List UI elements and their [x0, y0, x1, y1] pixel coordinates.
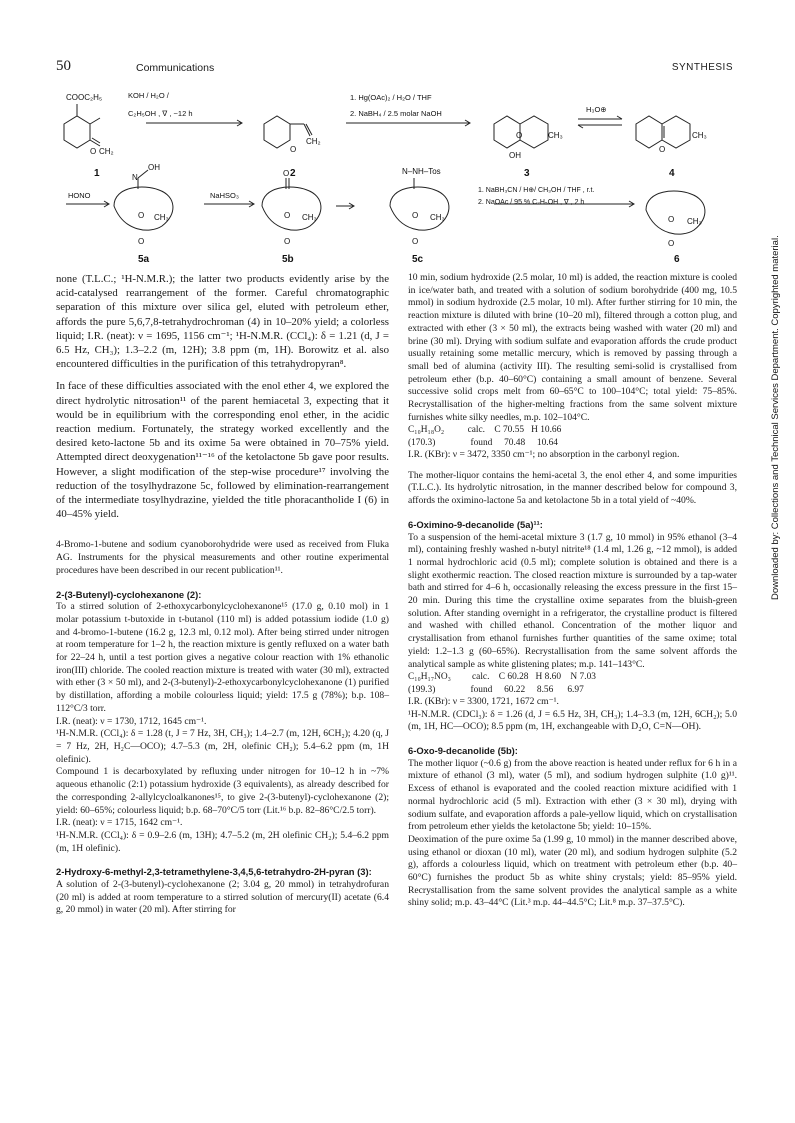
structure-6	[646, 191, 705, 234]
paragraph: To a stirred solution of 2-ethoxycarbonylcyclohexanone¹⁵ (17.0 g, 0.10 mol) in 1 molar potassium t-butoxide in t-butanol (110 ml) is added potassium iodide (1.0 g) and 4-bromo-1-butene (16.2 g, 12.3 ml, 0.12 mol). After being stirred under nitrogen at room temperature for 1–2 h, the reaction mixture is gently refluxed on a water bath for 22–24 h, until a test portion gives a negative colour reaction with 1% ethanolic iron(III) chloride. The cooled reaction mixture is treated with water (30 ml), extracted with ether (3 × 50 ml), and 2-(3-butenyl)-2-ethoxycarbonylcyclohexanone (1) purified by distillation, affording a mobile colourless liquid; yield: 17.5 g (78%); b.p. 108–112°C/3 torr.	[56, 601, 389, 714]
reagent-nahso3: NaHSO₃	[210, 191, 239, 200]
spacer	[408, 462, 737, 470]
c5c-o2: O	[412, 237, 419, 246]
label-1: 1	[94, 168, 100, 179]
paragraph: The mother liquor (~0.6 g) from the above reaction is heated under reflux for 6 h in a mixture of ethanol (3 ml), water (5 ml), and sodium hydrogen sulphite (1.0 g)¹¹. Excess of ethanol is evaporated and the cooled reaction mixture acidified with 1 normal hydrochloric acid (5 ml). Extraction with ether (3 × 30 ml), drying with sodium sulfate, and evaporation affords a pale-yellow liquid, which on crystallisation from petroleum ether yields the ketolactone 5b; yield: 10–15%.	[408, 757, 737, 833]
c1-ch2: CH₂	[99, 147, 114, 156]
label-5a: 5a	[138, 254, 150, 265]
paragraph: Deoximation of the pure oxime 5a (1.99 g, 10 mmol) in the manner described above, using ethanol or dioxan (10 ml), water (20 ml), and sodium hydrogen sulphite (5.2 g), affords a colourless liquid, which on treatment with petroleum ether (b.p. 40–60°C) furnishes the product 5b as white shiny crystals; yield: 85–95% yield. Recrystallisation from the same solvent provides the analytical sample as a white shiny solid; m.p. 43–44°C (Lit.³ m.p. 44–44.5°C; Lit.⁸ m.p. 37–37.5°C).	[408, 833, 737, 909]
procedure-heading: 2-(3-Butenyl)-cyclohexanone (2):	[56, 588, 202, 600]
c5b-ch3: CH₃	[302, 213, 317, 222]
c5a-o: O	[138, 211, 145, 220]
right-column	[408, 272, 737, 910]
label-5b: 5b	[282, 254, 294, 265]
spacer	[56, 371, 389, 379]
c5c-ch3: CH₃	[430, 213, 445, 222]
spectral-data: ¹H-N.M.R. (CCl₄): δ = 1.28 (t, J = 7 Hz, 3H, CH₃); 1.4–2.7 (m, 12H, 6CH₂); 4.20 (q, J = 7 Hz, 2H, H₂C—OCO); 4.7–5.3 (m, 2H, olefinic CH₂); 5.4–6.2 ppm (m, 1H olefinic).	[56, 728, 389, 765]
reagent-hg: 1. Hg(OAc)₂ / H₂O / THF	[350, 93, 432, 102]
c5b-o: O	[283, 169, 290, 178]
label-2: 2	[290, 168, 296, 179]
left-column	[56, 272, 389, 917]
procedure-heading: 6-Oxo-9-decanolide (5b):	[408, 744, 518, 756]
paragraph: A solution of 2-(3-butenyl)-cyclohexanone (2; 3.04 g, 20 mmol) in tetrahydrofuran (20 ml) is added at room temperature to a stirred solution of mercury(II) acetate (6.4 g, 20 mmol) in water (20 ml). After stirring for	[56, 879, 389, 916]
c5a-n: N	[132, 173, 138, 182]
label-6: 6	[674, 254, 680, 265]
c3-ch3: CH₃	[548, 131, 563, 140]
reagent-h3o: H₃O⊕	[586, 105, 607, 114]
page-header	[0, 58, 795, 80]
c5c-o: O	[412, 211, 419, 220]
c3-oh: OH	[509, 151, 521, 160]
reaction-scheme-svg	[54, 86, 744, 266]
c6-o: O	[668, 215, 675, 224]
spectral-data: ¹H-N.M.R. (CCl₄): δ = 0.9–2.6 (m, 13H); 4.7–5.2 (m, 2H olefinic CH₂); 5.4–6.2 ppm (m, 1H olefinic).	[56, 829, 389, 854]
download-notice	[770, 235, 788, 610]
structure-1	[64, 104, 100, 148]
paragraph: Compound 1 is decarboxylated by refluxing under nitrogen for 10–12 h in ~7% aqueous ethanolic (2:1) potassium hydroxide (3 equivalents), as already described for the corresponding 2-allylcycloalkanones¹⁵, to give 2-(3-butenyl)-cyclohexanone (2); yield: 60–65%; colourless liquid; b.p. 68–70°C/5 torr (Lit.¹⁶ b.p. 82–86°C/2.5 torr).	[56, 766, 389, 816]
section-title: Communications	[136, 62, 215, 74]
paragraph: none (T.L.C.; ¹H-N.M.R.); the latter two products evidently arise by the acid-catalysed rearrangement of the former. Careful chromatographic separation of this mixture over silica gel, eluted with petroleum ether, affords the pure 5,6,7,8-tetrahydrochroman (4) in 10–20% yield; a colorless liquid; I.R. (neat): ν = 1695, 1156 cm⁻¹; ¹H-N.M.R. (CCl₄): δ = 1.21 (d, J = 6.5 Hz, CH₃); 1.3–2.2 (m, 12H); 3.8 ppm (m, 1H). Borowitz et al. also encountered difficulties in the purification of this tetrahydropyran⁸.	[56, 273, 389, 371]
spacer	[56, 578, 389, 586]
c6-o2: O	[668, 239, 675, 248]
c1-ester: COOC₂H₅	[66, 93, 103, 102]
download-notice-text: Downloaded by: Collections and Technical Services Department. Copyrighted material.	[770, 235, 781, 600]
reagent-etoh: C₂H₅OH , ∇ , ~12 h	[128, 109, 193, 118]
c2-ch2: CH₂	[306, 137, 321, 146]
spacer	[56, 521, 389, 539]
c5a-ch3: CH₃	[154, 213, 169, 222]
c6-ch3: CH₃	[687, 217, 702, 226]
spacer	[56, 855, 389, 863]
label-3: 3	[524, 168, 530, 179]
spectral-data: ¹H-N.M.R. (CDCl₃): δ = 1.26 (d, J = 6.5 Hz, 3H, CH₃); 1.4–3.3 (m, 12H, 6CH₂); 5.0 (m, 1H, HC—OCO); 8.5 ppm (m, 1H, exchangeable with D₂O, C=N—OH).	[408, 708, 737, 733]
reagent-nabh4: 2. NaBH₄ / 2.5 molar NaOH	[350, 109, 442, 118]
c5a-o2: O	[138, 237, 145, 246]
paragraph: In face of these difficulties associated with the enol ether 4, we explored the direct hydrolytic nitrosation¹¹ of the parent hemiacetal 3, expecting that it would be in equilibrium with the corresponding enol ether, in the acidic reaction medium. Fortunately, the strategy worked excellently and the desired keto-lactone 5b and its oxime 5a were obtained in 70–75% yield. Attempted direct deoxygenation¹¹⁻¹⁶ of the ketolactone 5b gave poor results. However, a slight modification of the step-wise procedure¹⁷ involving the reduction of the tosylhydrazone 5c, followed by elimination-rearrangement of the intermediate tosylhydrazine, yielded the title phoracantholide I (6) in 40–45% yield.	[56, 380, 389, 521]
reagent-nabh3cn: 1. NaBH₃CN / H⊕/ CH₃OH / THF , r.t.	[478, 187, 595, 194]
paragraph: 4-Bromo-1-butene and sodium cyanoborohydride were used as received from Fluka AG. Instruments for the physical measurements and other routine experimental procedures have been described in our recent publication¹¹.	[56, 539, 389, 576]
journal-name: SYNTHESIS	[671, 62, 733, 73]
label-5c: 5c	[412, 254, 424, 265]
reagent-hono: HONO	[68, 191, 91, 200]
c4-ch3: CH₃	[692, 131, 707, 140]
label-4: 4	[669, 168, 675, 179]
c5c-tosyl: N–NH–Tos	[402, 167, 441, 176]
spectral-data: I.R. (neat): ν = 1730, 1712, 1645 cm⁻¹.	[56, 715, 207, 727]
c5b-o3: O	[284, 237, 291, 246]
procedure-heading: 6-Oximino-9-decanolide (5a)¹¹:	[408, 518, 543, 530]
analysis-data: C₁₀H₁₈O₂ calc. C 70.55 H 10.66 (170.3) found 70.48 10.64	[408, 425, 562, 448]
c5b-o2: O	[284, 211, 291, 220]
reagent-naoac: 2. NaOAc / 95 % C₂H₅OH , ∇ , 2 h	[478, 199, 585, 206]
c1-o: O	[90, 147, 97, 156]
spacer	[408, 734, 737, 742]
analysis-data: C₁₀H₁₇NO₃ calc. C 60.28 H 8.60 N 7.03 (199.3) found 60.22 8.56 6.97	[408, 672, 596, 695]
structure-5c	[390, 178, 449, 230]
structure-2	[264, 116, 312, 148]
spacer	[408, 508, 737, 516]
spectral-data: I.R. (KBr): ν = 3472, 3350 cm⁻¹; no absorption in the carbonyl region.	[408, 449, 680, 461]
c2-o: O	[290, 145, 297, 154]
paragraph: The mother-liquor contains the hemi-acetal 3, the enol ether 4, and some impurities (T.L.C.). Its hydrolytic nitrosation, in the manner described below for compound 3, affords the oximino-lactone 5a and ketolactone 5b in a total yield of ~40%.	[408, 469, 737, 507]
procedure-heading: 2-Hydroxy-6-methyl-2,3-tetramethylene-3,4,5,6-tetrahydro-2H-pyran (3):	[56, 866, 372, 878]
structure-5b	[262, 178, 321, 230]
paragraph: To a suspension of the hemi-acetal mixture 3 (1.7 g, 10 mmol) in 95% ethanol (3–4 ml), containing freshly washed n-butyl nitrite¹⁸ (1.4 ml, 1.26 g, ~12 mmol), is added 1 normal hydrochloric acid (0.5 ml); complete solution is obtained and there is a slight exothermic reaction. The closed reaction mixture is surrounded by a tap-water bath and stirred for 4–6 h, occasionally releasing the excess pressure in the first 15–20 min. During this time the crystalline oxime separates from the bluish-green solution. After standing overnight in a refrigerator, the crystalline product is filtered and washed with chilled ethanol. Concentration of the mother liquor and crystallisation from ethanol furnishes further quantities of the same oxime; total yield: 1.2–1.3 g (60–65%). Recrystallisation from the same solvent affords the analytical sample as white glistening plates; m.p. 141–143°C.	[408, 531, 737, 670]
spectral-data: I.R. (KBr): ν = 3300, 1721, 1672 cm⁻¹.	[408, 695, 559, 707]
c4-o: O	[659, 145, 666, 154]
structure-4	[636, 116, 690, 148]
c5a-oh: OH	[148, 163, 160, 172]
page-number: 50	[56, 58, 71, 74]
spectral-data: I.R. (neat): ν = 1715, 1642 cm⁻¹.	[56, 817, 183, 829]
reagent-koh: KOH / H₂O /	[128, 91, 169, 100]
reaction-scheme	[54, 86, 744, 266]
c3-o: O	[516, 131, 523, 140]
paragraph: 10 min, sodium hydroxide (2.5 molar, 10 ml) is added, the reaction mixture is cooled in ice/water bath, and treated with a solution of sodium borohydride (400 mg, 10.5 mmol) in sodium hydroxide (2.5 molar, 10 ml). After further stirring for 10 min, the reaction mixture is diluted with brine (10–20 ml), filtered through a cotton plug, and extracted with ether (3 × 50 ml), the extracts being washed with water (20 ml) and brine (30 ml). Drying with sodium sulfate and evaporation affords the crude product usually retaining some metallic mercury, which is removed by passing through a small bed of alumina (activity III). The resulting semi-solid is crystallised from petroleum ether (b.p. 40–60°C) containing a small amount of benzene. Several successive solid crops melt from 60–65°C to 100–104°C; total yield: 75–85%. Recrystallisation of the higher-melting fractions from the same solvent mixture furnishes white silky needles, m.p. 102–104°C.	[408, 272, 737, 423]
